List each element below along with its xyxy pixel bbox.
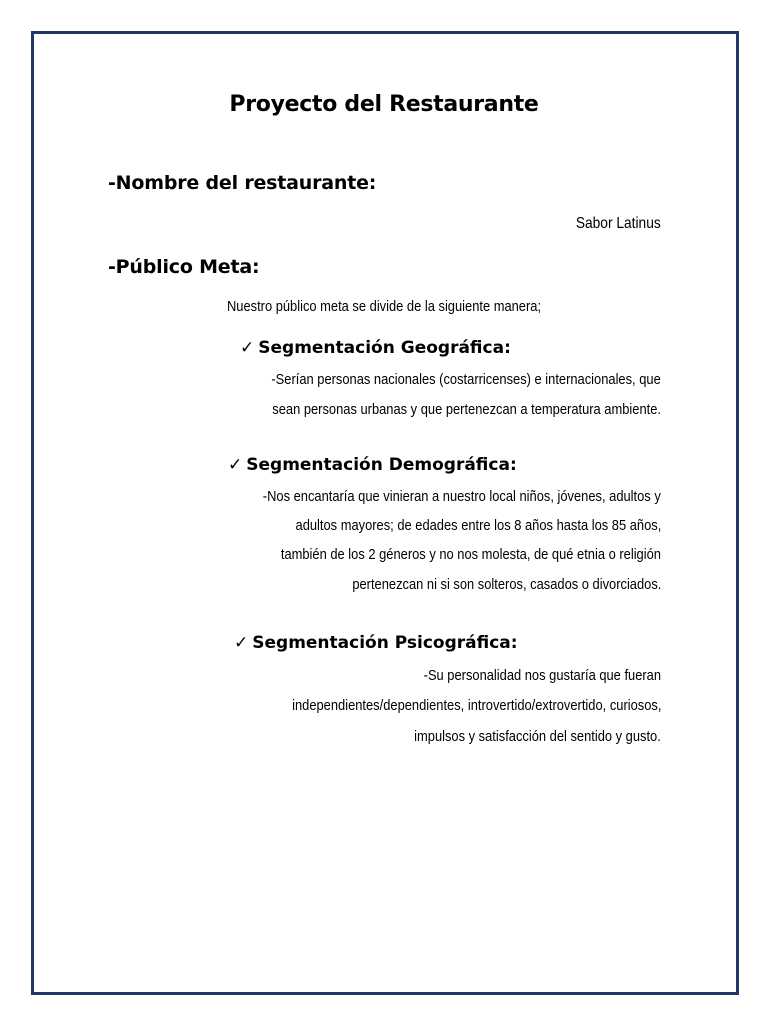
geographic-segmentation-title: Segmentación Geográfica: bbox=[258, 338, 511, 358]
demographic-line-1: -Nos encantaría que vinieran a nuestro local niños, jóvenes, adultos y bbox=[263, 488, 661, 505]
restaurant-name-heading: -Nombre del restaurante: bbox=[108, 172, 377, 194]
target-audience-heading: -Público Meta: bbox=[108, 256, 260, 278]
document-title: Proyecto del Restaurante bbox=[229, 92, 539, 117]
checkmark-icon: ✓ bbox=[228, 455, 243, 475]
psychographic-line-1: -Su personalidad nos gustaría que fueran bbox=[423, 667, 661, 684]
restaurant-name-value: Sabor Latinus bbox=[576, 215, 661, 232]
demographic-segmentation-title: Segmentación Demográfica: bbox=[246, 455, 517, 475]
target-audience-intro: Nuestro público meta se divide de la siguiente manera; bbox=[226, 298, 542, 315]
geographic-line-1: -Serían personas nacionales (costarricenses) e internacionales, que bbox=[271, 371, 661, 388]
psychographic-segmentation-title: Segmentación Psicográfica: bbox=[252, 633, 518, 653]
psychographic-line-2: independientes/dependientes, introvertido/extrovertido, curiosos, bbox=[291, 697, 661, 714]
psychographic-line-3: impulsos y satisfacción del sentido y gusto. bbox=[414, 728, 661, 745]
demographic-line-3: también de los 2 géneros y no nos molesta, de qué etnia o religión bbox=[280, 546, 661, 563]
checkmark-icon: ✓ bbox=[240, 338, 255, 358]
checkmark-icon: ✓ bbox=[234, 633, 249, 653]
psychographic-segmentation-heading bbox=[234, 633, 518, 653]
demographic-line-2: adultos mayores; de edades entre los 8 años hasta los 85 años, bbox=[295, 517, 661, 534]
demographic-line-4: pertenezcan ni si son solteros, casados o divorciados. bbox=[351, 576, 661, 593]
demographic-segmentation-heading bbox=[228, 455, 517, 475]
geographic-segmentation-heading bbox=[240, 338, 511, 358]
geographic-line-2: sean personas urbanas y que pertenezcan a temperatura ambiente. bbox=[272, 401, 661, 418]
